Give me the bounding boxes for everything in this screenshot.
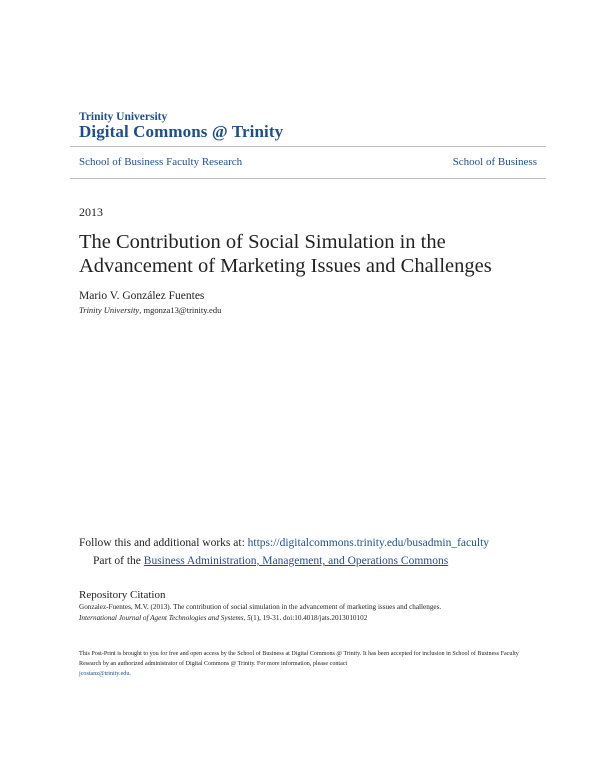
institution-name: Trinity University: [79, 111, 168, 123]
notice-end: .: [129, 671, 131, 677]
department-link[interactable]: School of Business: [452, 156, 537, 168]
affiliation-institution: Trinity University: [79, 305, 140, 315]
collection-link[interactable]: School of Business Faculty Research: [79, 156, 243, 168]
repository-name[interactable]: Digital Commons @ Trinity: [79, 122, 284, 141]
notice-text: This Post-Print is brought to you for free and open access by the School of Business at Digital Commons @ Trinity. It has been accepted for inclusion in School of Business Faculty Research by an authorized administrator of Digital Commons @ Trinity. For more information, please contact: [79, 651, 519, 667]
citation-details: (1), 19-31. doi:10.4018/jats.2013010102: [250, 614, 368, 622]
access-notice: [79, 649, 541, 679]
author-name: Mario V. González Fuentes: [79, 290, 205, 302]
part-of-line: [93, 555, 448, 567]
repository-citation-heading: Repository Citation: [79, 589, 166, 601]
citation-volume: 5: [245, 614, 251, 622]
contact-email-link[interactable]: jcostanz@trinity.edu: [79, 671, 130, 677]
title-line-1: The Contribution of Social Simulation in the: [79, 231, 446, 253]
publication-year: 2013: [79, 205, 103, 219]
article-title: [79, 230, 549, 278]
follow-url-link[interactable]: https://digitalcommons.trinity.edu/busadmin_faculty: [247, 537, 490, 549]
follow-line: [79, 537, 489, 549]
author-affiliation: [79, 305, 221, 315]
title-line-2: Advancement of Marketing Issues and Challenges: [79, 255, 492, 277]
citation-journal: International Journal of Agent Technologies and Systems,: [79, 614, 246, 622]
citation-text: [79, 602, 539, 624]
author-email: , mgonza13@trinity.edu: [139, 305, 222, 315]
part-of-label: Part of the: [93, 555, 144, 567]
citation-body: Gonzalez-Fuentes, M.V. (2013). The contribution of social simulation in the advancement of marketing issues and challenges.: [79, 603, 442, 611]
commons-link[interactable]: Business Administration, Management, and Operations Commons: [143, 555, 449, 567]
nav-divider: [70, 178, 546, 179]
header-divider: [70, 146, 546, 147]
follow-label: Follow this and additional works at:: [79, 537, 248, 549]
